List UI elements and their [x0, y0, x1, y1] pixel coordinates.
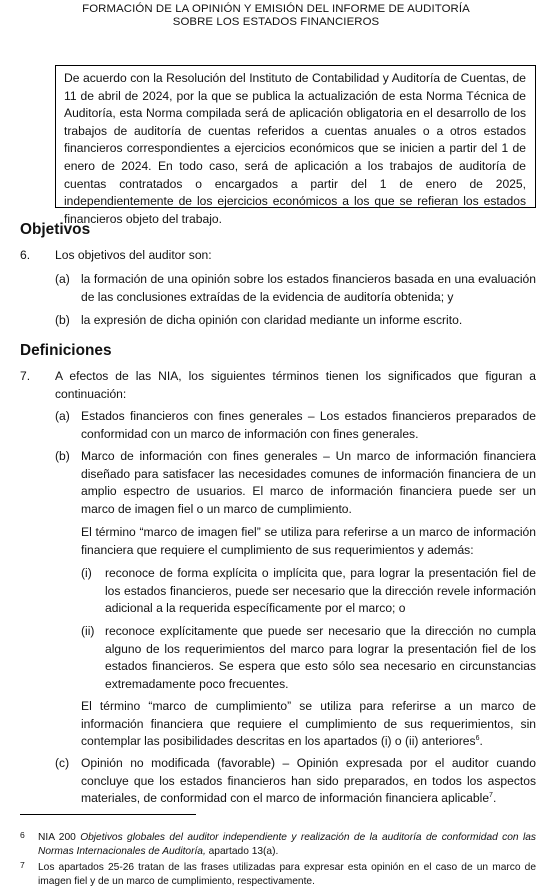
objetivo-b-text: la expresión de dicha opinión con claridad mediante un informe escrito. [81, 313, 463, 327]
objetivo-a-text: la formación de una opinión sobre los estados financieros basada en una evaluación de las conclusiones extraídas de la evidencia de auditoría obtenida; y [81, 272, 536, 304]
section-heading-definiciones: Definiciones [20, 342, 112, 359]
imagen-fiel-definition: El término “marco de imagen fiel” se utiliza para referirse a un marco de información financiera que requiere el cumplimiento de sus requerimientos y además: [81, 525, 536, 557]
paragraph-number-6: 6. [20, 248, 31, 262]
cumplimiento-end: . [479, 734, 483, 749]
definicion-b-text: Marco de información con fines generales – Un marco de información financiera diseñado para satisfacer las necesidades comunes de información financiera de un amplio espectro de usuarios. El marco de información financiera puede ser un marco de imagen fiel o un marco de cumplimiento. [81, 449, 536, 516]
cumplimiento-text: El término “marco de cumplimiento” se utiliza para referirse a un marco de información financiera que requiere el cumplimiento de sus requerimientos, sin contemplar las posibilidades descritas en los apartados (i) o (ii) anteriores [81, 699, 536, 749]
definicion-a-label: (a) [55, 409, 70, 423]
footnote-7-number: 7 [20, 860, 25, 870]
footnote-separator [20, 814, 196, 815]
header-line-2: SOBRE LOS ESTADOS FINANCIEROS [172, 16, 380, 28]
footnote-6-number: 6 [20, 830, 25, 840]
footnote-7: Los apartados 25-26 tratan de las frases utilizadas para expresar esta opinión en el caso de un marco de imagen fiel y de un marco de cumplimiento, respectivamente. [38, 862, 536, 887]
cumplimiento-definition [81, 698, 536, 751]
objetivos-intro: Los objetivos del auditor son: [55, 248, 212, 262]
subitem-i-label: (i) [81, 566, 92, 580]
objetivo-a-label: (a) [55, 272, 70, 286]
footnote-ref-6[interactable]: 6 [475, 735, 480, 743]
footnote-6-prefix: NIA 200 [38, 832, 81, 843]
header-line-1: FORMACIÓN DE LA OPINIÓN Y EMISIÓN DEL INFORME DE AUDITORÍA [82, 3, 470, 15]
footnote-6-title: Objetivos globales del auditor independiente y realización de la auditoría de conformidad con las Normas Internacionales de Auditoría, [38, 832, 536, 857]
section-heading-objetivos: Objetivos [20, 221, 91, 238]
footnote-ref-7[interactable]: 7 [489, 792, 493, 800]
paragraph-number-7: 7. [20, 369, 31, 383]
definicion-c-body: Opinión no modificada (favorable) – Opinión expresada por el auditor cuando concluye que los estados financieros han sido preparados, en todos los aspectos materiales, de conformidad con el marco de información financiera aplicable [81, 756, 536, 806]
objetivo-b-label: (b) [55, 313, 70, 327]
page-header [0, 3, 552, 29]
definicion-c-text [81, 755, 536, 808]
definicion-c-label: (c) [55, 756, 70, 770]
definiciones-intro: A efectos de las NIA, los siguientes términos tienen los significados que figuran a continuación: [55, 369, 536, 401]
subitem-i-text: reconoce de forma explícita o implícita que, para lograr la presentación fiel de los estados financieros, puede ser necesario que la dirección revele información adicional a la requerida específicamente por el marco; o [105, 566, 536, 616]
applicability-notice-box: De acuerdo con la Resolución del Instituto de Contabilidad y Auditoría de Cuentas, de 11 de abril de 2024, por la que se publica la actualización de esta Norma Técnica de Auditoría, esta Norma compilada será de aplicación obligatoria en el desarrollo de los trabajos de auditoría de cuentas referidos a cuentas anuales o a otros estados financieros correspondientes a ejercicios económicos que se inicien a partir del 1 de enero de 2024. En todo caso, será de aplicación a los trabajos de auditoría de cuentas contratados o encargados a partir del 1 de enero de 2025, independientemente de los ejercicios económicos a los que se refieran los estados financieros objeto del trabajo. [55, 65, 536, 208]
subitem-ii-label: (ii) [81, 624, 95, 638]
definicion-a-text: Estados financieros con fines generales – Los estados financieros preparados de conformidad con un marco de información con fines generales. [81, 409, 536, 441]
definicion-b-label: (b) [55, 449, 70, 463]
subitem-ii-text: reconoce explícitamente que puede ser necesario que la dirección no cumpla alguno de los requerimientos del marco para lograr la presentación fiel de los estados financieros. Se espera que esto sólo sea necesario en circunstancias extremadamente poco frecuentes. [105, 624, 536, 691]
footnote-6 [38, 831, 536, 859]
footnote-6-suffix: apartado 13(a). [205, 846, 279, 857]
definicion-c-end: . [492, 791, 497, 806]
